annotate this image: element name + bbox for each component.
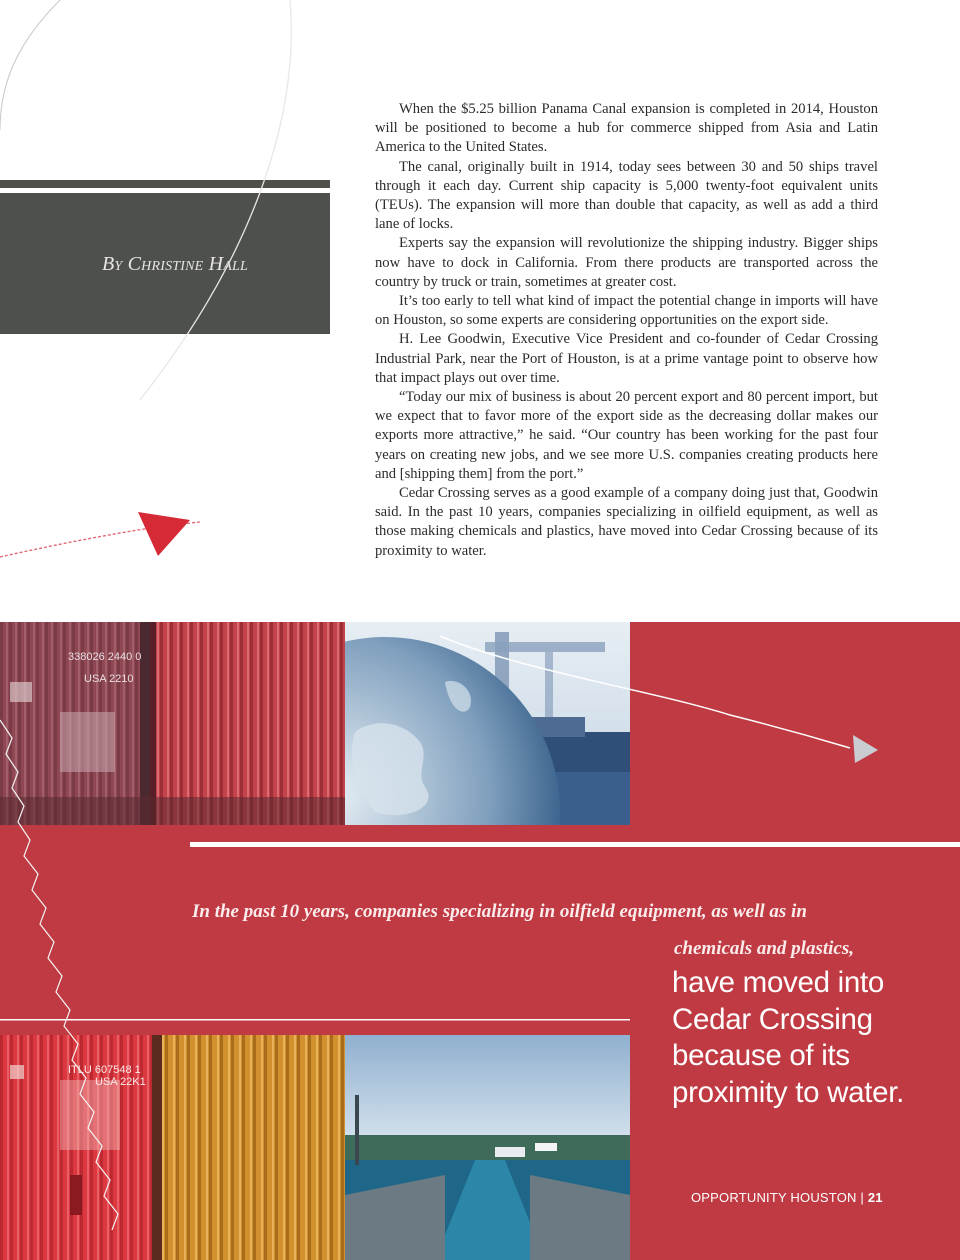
article-paragraph: When the $5.25 billion Panama Canal expansion is completed in 2014, Houston will be positioned to become a hub for commerce shipped from Asia and Latin America to the United States. [375,101,878,156]
article-paragraph: “Today our mix of business is about 20 percent export and 80 percent import, but we expect that to favor more of the export side as the decreasing dollar makes our exports more attractive,” he said. “Our country has been working for the past four years on creating new jobs, and we see more U.S. companies creating products here and [shipping them] from the port.” [375,389,878,482]
folio-separator: | [860,1190,864,1205]
byline-top-rule [0,180,330,188]
pull-quote-statement: have moved into Cedar Crossing because of its proximity to water. [672,966,905,1109]
container-code: 338026 2440 0 [68,651,142,663]
article-body [375,100,878,561]
article-paragraph: The canal, originally built in 1914, today sees between 30 and 50 ships travel through it each day. Current ship capacity is 5,000 twenty-foot equivalent units (TEUs). The expansion will more than double that capacity, as well as add a third lane of locks. [375,158,878,233]
article-paragraph: Experts say the expansion will revolutionize the shipping industry. Bigger ships now have to dock in California. From there products are transported across the country by truck or train, sometimes at greater cost. [375,235,878,290]
container-code-2: USA 22K1 [95,1076,146,1088]
page-footer [691,1190,883,1205]
byline: By Christine Hall [102,253,248,275]
photo-canal-locks [345,1035,630,1260]
decorative-wave-line [0,522,200,557]
decorative-arc [0,0,60,130]
container-code: ITLU 607548 1 [68,1064,141,1076]
photo-shipping-containers-bottom [0,1035,345,1260]
pull-quote-line-1: In the past 10 years, companies specializing in oilfield equipment, as well as in [192,901,807,922]
photo-shipping-containers-top [0,622,345,825]
pull-quote-line-2: chemicals and plastics, [674,938,854,959]
photo-globe-port [345,622,630,825]
container-code-2: USA 2210 [84,673,134,685]
article-paragraph: It’s too early to tell what kind of impact the potential change in imports will have on Houston, so some experts are considering opportunities on the export side. [375,293,878,329]
publication-name: OPPORTUNITY HOUSTON [691,1190,857,1205]
article-paragraph: Cedar Crossing serves as a good example of a company doing just that, Goodwin said. In the past 10 years, companies specializing in oilfield equipment, as well as those making chemicals and plastics, have moved into Cedar Crossing because of its proximity to water. [375,485,878,559]
pull-quote-emphasis [192,893,872,967]
page-number: 21 [867,1190,883,1205]
article-paragraph: H. Lee Goodwin, Executive Vice President and co-founder of Cedar Crossing Industrial Park, near the Port of Houston, is at a prime vantage point to observe how that impact plays out over time. [375,331,878,386]
red-arrow-icon [138,512,190,556]
